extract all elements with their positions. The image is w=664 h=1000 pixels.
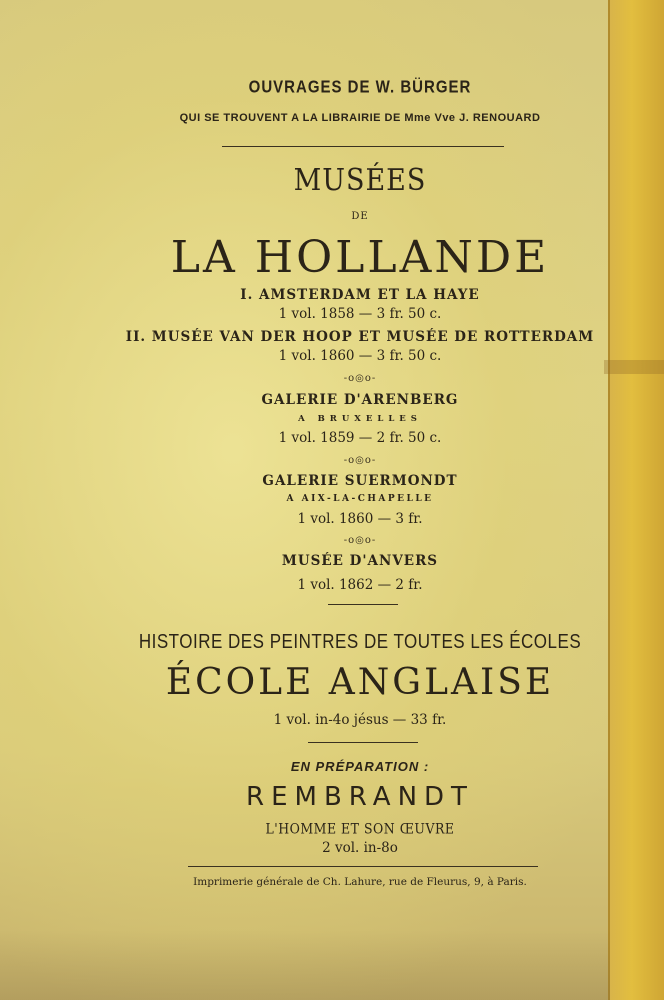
anvers-title: MUSÉE D'ANVERS (281, 553, 439, 569)
spine-tear (604, 360, 664, 374)
ornament: -o◎o- (343, 535, 377, 546)
rembrandt-info: 2 vol. in-8o (322, 840, 398, 856)
imprint: Imprimerie générale de Ch. Lahure, rue de Fleurus, 9, à Paris. (193, 876, 527, 888)
ecole-anglaise-title: ÉCOLE ANGLAISE (165, 662, 555, 703)
anvers-info: 1 vol. 1862 — 2 fr. (297, 577, 423, 593)
rembrandt-title: REMBRANDT (246, 782, 474, 812)
preparation-label: EN PRÉPARATION : (290, 759, 430, 774)
vol2-info: 1 vol. 1860 — 3 fr. 50 c. (278, 348, 442, 364)
musees-title: MUSÉES (293, 163, 427, 198)
arenberg-info: 1 vol. 1859 — 2 fr. 50 c. (278, 430, 442, 446)
ornament: -o◎o- (343, 373, 377, 384)
suermondt-title: GALERIE SUERMONDT (262, 473, 458, 489)
header-subtitle: QUI SE TROUVENT A LA LIBRAIRIE DE Mme Vve J. RENOUARD (179, 112, 541, 124)
ornament: -o◎o- (343, 455, 377, 466)
header-title: OUVRAGES DE W. BÜRGER (248, 77, 472, 98)
divider (222, 146, 504, 147)
rembrandt-subtitle: L'HOMME ET SON ŒUVRE (265, 819, 455, 838)
book-spine (608, 0, 664, 1000)
cover-text (110, 0, 610, 1000)
histoire-info: 1 vol. in-4o jésus — 33 fr. (273, 712, 447, 728)
vol2-title: II. MUSÉE VAN DER HOOP ET MUSÉE DE ROTTERDAM (125, 329, 595, 345)
histoire-title: HISTOIRE DES PEINTRES DE TOUTES LES ÉCOLES (138, 630, 582, 653)
divider (308, 742, 418, 743)
vol1-title: I. AMSTERDAM ET LA HAYE (240, 287, 480, 303)
vol1-info: 1 vol. 1858 — 3 fr. 50 c. (278, 306, 442, 322)
arenberg-place: A BRUXELLES (298, 414, 422, 424)
divider (188, 866, 538, 867)
arenberg-title: GALERIE D'ARENBERG (261, 392, 459, 408)
hollande-title: LA HOLLANDE (170, 232, 550, 283)
suermondt-info: 1 vol. 1860 — 3 fr. (297, 511, 423, 527)
musees-de: DE (351, 211, 369, 222)
divider (328, 604, 398, 605)
suermondt-place: A AIX-LA-CHAPELLE (286, 494, 434, 504)
